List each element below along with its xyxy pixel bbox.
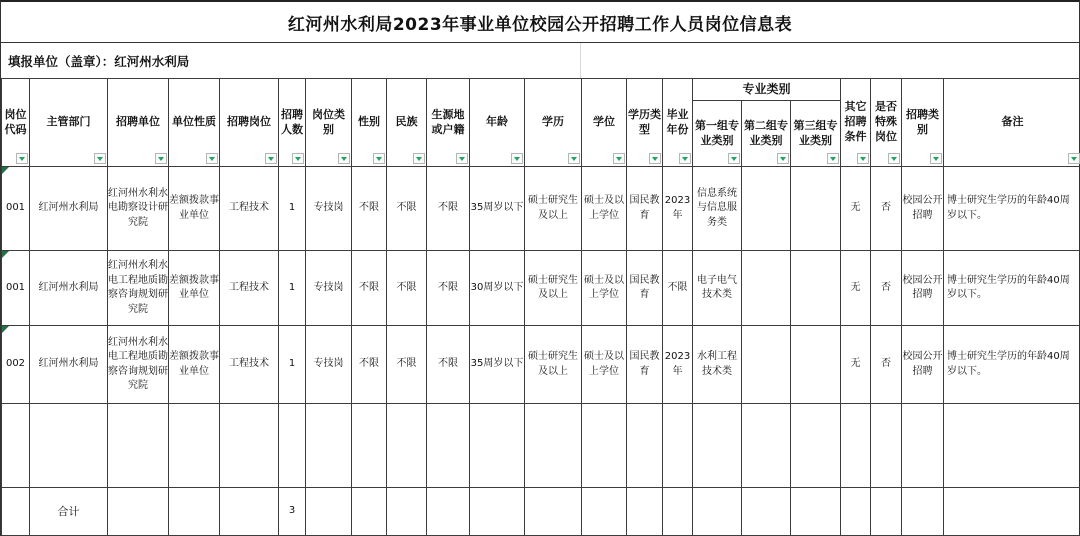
table-cell [169, 488, 220, 536]
filter-dropdown-icon[interactable] [338, 153, 350, 164]
filter-dropdown-icon[interactable] [456, 153, 468, 164]
column-header [220, 79, 279, 167]
table-cell: 否 [871, 167, 902, 251]
table-cell: 2023年 [663, 326, 693, 404]
column-header [582, 79, 627, 167]
column-header-label: 其它招聘条件 [844, 100, 867, 143]
table-cell [871, 404, 902, 488]
filter-dropdown-icon[interactable] [649, 153, 661, 164]
column-header-label: 是否特殊岗位 [875, 100, 898, 143]
table-cell [742, 251, 791, 326]
column-header [427, 79, 470, 167]
table-cell: 不限 [352, 326, 387, 404]
table-cell: 工程技术 [220, 251, 279, 326]
table-cell [169, 404, 220, 488]
table-cell [427, 488, 470, 536]
table-cell [387, 404, 427, 488]
column-header-label: 毕业年份 [666, 107, 689, 136]
table-cell: 差额拨款事业单位 [169, 167, 220, 251]
table-cell [2, 404, 30, 488]
table-cell: 红河州水利局 [30, 167, 108, 251]
table-cell [791, 251, 841, 326]
filter-dropdown-icon[interactable] [728, 153, 740, 164]
column-header-label: 第三组专业类别 [793, 118, 838, 147]
column-header-label: 招聘单位 [116, 115, 160, 129]
column-header-label: 学历类型 [628, 107, 661, 136]
column-header-label: 学位 [593, 115, 615, 129]
table-cell: 工程技术 [220, 167, 279, 251]
table-cell [427, 404, 470, 488]
column-header-label: 岗位代码 [4, 107, 27, 136]
table-cell [470, 404, 525, 488]
column-header-label: 学历 [542, 115, 564, 129]
table-cell [387, 488, 427, 536]
cell-text: 001 [5, 202, 26, 214]
table-cell: 国民教育 [627, 251, 663, 326]
form-unit-row [1, 43, 1079, 78]
table-cell: 不限 [387, 251, 427, 326]
column-header [470, 79, 525, 167]
column-group-header: 专业类别 [693, 79, 841, 101]
table-cell [279, 404, 306, 488]
table-cell [944, 488, 1080, 536]
table-cell: 不限 [352, 167, 387, 251]
column-header-label: 年龄 [486, 115, 508, 129]
filter-dropdown-icon[interactable] [930, 153, 942, 164]
cell-flag-icon [2, 251, 9, 258]
column-header-label: 生源地或户籍 [431, 107, 465, 136]
table-cell: 专技岗 [306, 251, 352, 326]
table-cell: 工程技术 [220, 326, 279, 404]
column-header-label: 备注 [1001, 115, 1024, 129]
column-subheader [742, 101, 791, 167]
column-subheader [693, 101, 742, 167]
column-header [663, 79, 693, 167]
table-cell [902, 488, 944, 536]
table-cell: 红河州水利局 [30, 251, 108, 326]
table-cell [582, 404, 627, 488]
document-title: 红河州水利局2023年事业单位校园公开招聘工作人员岗位信息表 [1, 2, 1079, 43]
table-cell: 1 [279, 326, 306, 404]
column-header-label: 岗位类别 [312, 107, 345, 136]
filter-dropdown-icon[interactable] [511, 153, 523, 164]
table-cell [742, 404, 791, 488]
filter-dropdown-icon[interactable] [413, 153, 425, 164]
filter-dropdown-icon[interactable] [777, 153, 789, 164]
table-cell: 无 [841, 167, 871, 251]
column-header [387, 79, 427, 167]
table-cell [627, 404, 663, 488]
form-unit-label: 填报单位（盖章）：红河州水利局 [1, 43, 581, 78]
position-info-table [1, 78, 1080, 536]
table-cell [582, 488, 627, 536]
filter-dropdown-icon[interactable] [568, 153, 580, 164]
cell-text: 001 [5, 281, 26, 293]
column-header-label: 招聘类别 [906, 107, 940, 136]
column-header [352, 79, 387, 167]
post-code-cell [2, 167, 30, 251]
cell-flag-icon [2, 326, 9, 333]
table-cell: 不限 [427, 326, 470, 404]
column-header [902, 79, 944, 167]
column-header [627, 79, 663, 167]
table-cell: 水利工程技术类 [693, 326, 742, 404]
filter-dropdown-icon[interactable] [827, 153, 839, 164]
table-cell [306, 488, 352, 536]
filter-dropdown-icon[interactable] [206, 153, 218, 164]
column-header-label: 第一组专业类别 [695, 118, 739, 147]
table-cell: 硕士及以上学位 [582, 251, 627, 326]
post-code-cell [2, 326, 30, 404]
column-header-label: 性别 [358, 115, 380, 129]
table-cell: 硕士研究生及以上 [525, 326, 582, 404]
table-cell: 否 [871, 326, 902, 404]
column-header-label: 民族 [395, 115, 418, 129]
table-cell: 2023年 [663, 167, 693, 251]
table-cell [525, 404, 582, 488]
table-cell [742, 488, 791, 536]
column-header [525, 79, 582, 167]
table-cell: 不限 [663, 251, 693, 326]
table-cell: 校园公开招聘 [902, 251, 944, 326]
table-cell [791, 326, 841, 404]
column-header [279, 79, 306, 167]
table-cell: 红河州水利水电勘察设计研究院 [108, 167, 169, 251]
table-cell [902, 404, 944, 488]
table-cell: 无 [841, 251, 871, 326]
table-cell [525, 488, 582, 536]
filter-dropdown-icon[interactable] [679, 153, 691, 164]
table-row [2, 167, 1080, 251]
table-cell [791, 167, 841, 251]
table-cell: 差额拨款事业单位 [169, 326, 220, 404]
filter-dropdown-icon[interactable] [265, 153, 277, 164]
table-row [2, 251, 1080, 326]
table-cell [352, 404, 387, 488]
table-cell: 国民教育 [627, 167, 663, 251]
column-header [2, 79, 30, 167]
table-cell [841, 488, 871, 536]
table-cell: 硕士研究生及以上 [525, 167, 582, 251]
table-cell [663, 488, 693, 536]
table-cell: 硕士研究生及以上 [525, 251, 582, 326]
table-cell: 专技岗 [306, 167, 352, 251]
form-unit-spacer [581, 43, 1079, 78]
table-cell [352, 488, 387, 536]
table-row-empty [2, 404, 1080, 488]
table-cell: 专技岗 [306, 326, 352, 404]
table-cell [108, 488, 169, 536]
table-cell [791, 404, 841, 488]
filter-dropdown-icon[interactable] [857, 153, 869, 164]
table-cell: 红河州水利水电工程地质勘察咨询规划研究院 [108, 326, 169, 404]
remark-cell: 博士研究生学历的年龄40周岁以下。 [944, 251, 1080, 326]
table-cell [220, 404, 279, 488]
table-cell: 不限 [352, 251, 387, 326]
table-cell [306, 404, 352, 488]
table-cell [841, 404, 871, 488]
column-subheader [791, 101, 841, 167]
table-cell: 不限 [387, 167, 427, 251]
column-header-label: 主管部门 [46, 115, 91, 129]
total-count-cell: 3 [279, 488, 306, 536]
column-header [306, 79, 352, 167]
filter-dropdown-icon[interactable] [888, 153, 900, 164]
table-cell: 35周岁以下 [470, 167, 525, 251]
table-cell: 校园公开招聘 [902, 326, 944, 404]
table-cell: 硕士及以上学位 [582, 167, 627, 251]
total-label-cell: 合计 [30, 488, 108, 536]
table-cell [693, 488, 742, 536]
table-cell: 否 [871, 251, 902, 326]
filter-dropdown-icon[interactable] [16, 153, 28, 164]
table-cell [693, 404, 742, 488]
table-cell [108, 404, 169, 488]
filter-dropdown-icon[interactable] [613, 153, 625, 164]
column-header [30, 79, 108, 167]
table-cell: 差额拨款事业单位 [169, 251, 220, 326]
column-header-label: 单位性质 [172, 115, 216, 129]
table-cell: 无 [841, 326, 871, 404]
column-header-label: 招聘人数 [281, 107, 303, 136]
table-cell: 电子电气技术类 [693, 251, 742, 326]
table-cell: 30周岁以下 [470, 251, 525, 326]
table-cell: 硕士及以上学位 [582, 326, 627, 404]
table-cell: 国民教育 [627, 326, 663, 404]
table-cell [742, 326, 791, 404]
filter-dropdown-icon[interactable] [373, 153, 385, 164]
column-header [841, 79, 871, 167]
remark-cell: 博士研究生学历的年龄40周岁以下。 [944, 167, 1080, 251]
cell-text: 002 [5, 358, 26, 370]
column-header-label: 第二组专业类别 [744, 118, 788, 147]
column-header-label: 招聘岗位 [227, 115, 271, 129]
table-cell [30, 404, 108, 488]
table-cell: 不限 [387, 326, 427, 404]
table-cell [2, 488, 30, 536]
filter-dropdown-icon[interactable] [1068, 153, 1080, 164]
table-cell: 不限 [427, 251, 470, 326]
column-header [944, 79, 1080, 167]
table-cell [742, 167, 791, 251]
column-header [108, 79, 169, 167]
column-header [169, 79, 220, 167]
remark-cell: 博士研究生学历的年龄40周岁以下。 [944, 326, 1080, 404]
table-cell: 红河州水利水电工程地质勘察咨询规划研究院 [108, 251, 169, 326]
post-code-cell [2, 251, 30, 326]
table-cell: 1 [279, 251, 306, 326]
table-cell: 红河州水利局 [30, 326, 108, 404]
table-cell [871, 488, 902, 536]
table-cell: 1 [279, 167, 306, 251]
table-cell [220, 488, 279, 536]
table-cell [470, 488, 525, 536]
total-row [2, 488, 1080, 536]
cell-flag-icon [2, 167, 9, 174]
table-cell: 信息系统与信息服务类 [693, 167, 742, 251]
table-cell [663, 404, 693, 488]
filter-dropdown-icon[interactable] [94, 153, 106, 164]
table-row [2, 326, 1080, 404]
table-cell: 不限 [427, 167, 470, 251]
table-cell [944, 404, 1080, 488]
filter-dropdown-icon[interactable] [155, 153, 167, 164]
table-cell: 校园公开招聘 [902, 167, 944, 251]
column-header [871, 79, 902, 167]
table-cell: 35周岁以下 [470, 326, 525, 404]
table-cell [627, 488, 663, 536]
filter-dropdown-icon[interactable] [292, 153, 304, 164]
table-cell [791, 488, 841, 536]
